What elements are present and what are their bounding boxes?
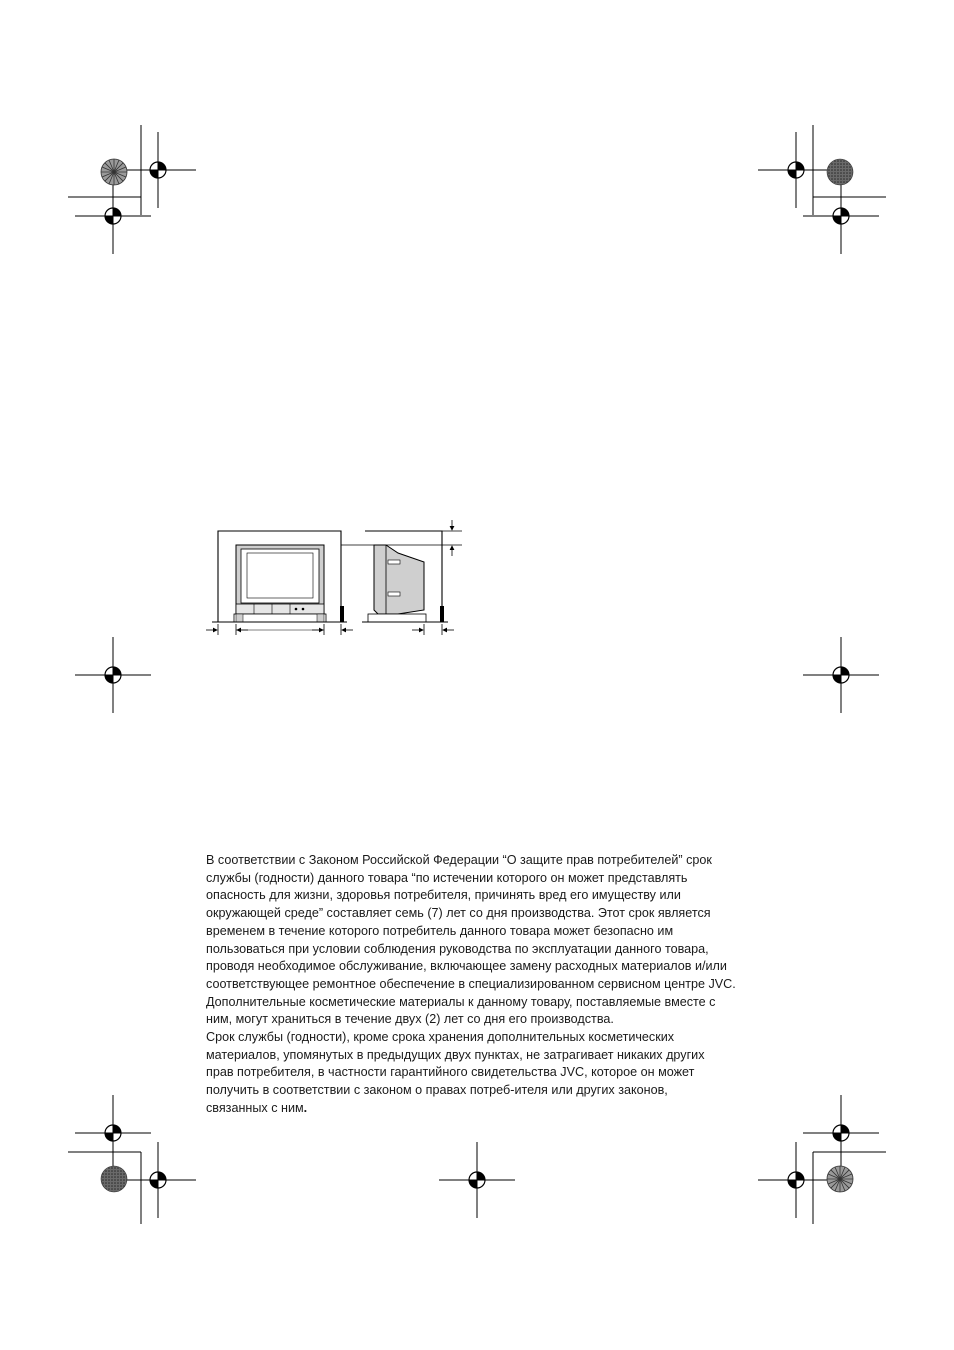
notice-line: соответствующее ремонтное обеспечение в специализированном сервисном центре JVC. [206,976,736,991]
notice-line: окружающей среде” составляет семь (7) лет со дня производства. Этот срок является [206,906,711,921]
tv-front-view [206,531,353,635]
notice-line: Дополнительные косметические материалы к данному товару, поставляемые вместе с [206,994,716,1009]
notice-last-line [206,1100,754,1118]
notice-line: службы (годности) данного товара “по истечении которого он может представлять [206,870,688,885]
notice-final-period: . [303,1100,308,1115]
notice-line: Срок службы (годности), кроме срока хранения дополнительных косметических [206,1030,675,1045]
notice-line: опасность для жизни, здоровья потребителя, причинять вред его имуществу или [206,888,681,903]
notice-line: проводя необходимое обслуживание, включающее замену расходных материалов и/или [206,959,727,974]
notice-line: пользоваться при условии соблюдения руководства по эксплуатации данного товара, [206,941,709,956]
notice-line: получить в соответствии с законом о правах потреб-ителя или других законов, [206,1083,668,1098]
notice-line: ним, могут храниться в течение двух (2) лет со дня его производства. [206,1012,614,1027]
notice-line: В соответствии с Законом Российской Федерации “О защите прав потребителей” срок [206,853,712,867]
notice-line: временем в течение которого потребитель данного товара может безопасно им [206,923,674,938]
tv-side-view [341,520,462,635]
notice-line: связанных с ним [206,1100,304,1115]
service-life-notice [206,852,754,1118]
notice-line: прав потребителя, в частности гарантийного свидетельства JVC, которое он может [206,1065,695,1080]
notice-line: материалов, упомянутых в предыдущих двух пунктах, не затрагивает никаких других [206,1047,705,1062]
